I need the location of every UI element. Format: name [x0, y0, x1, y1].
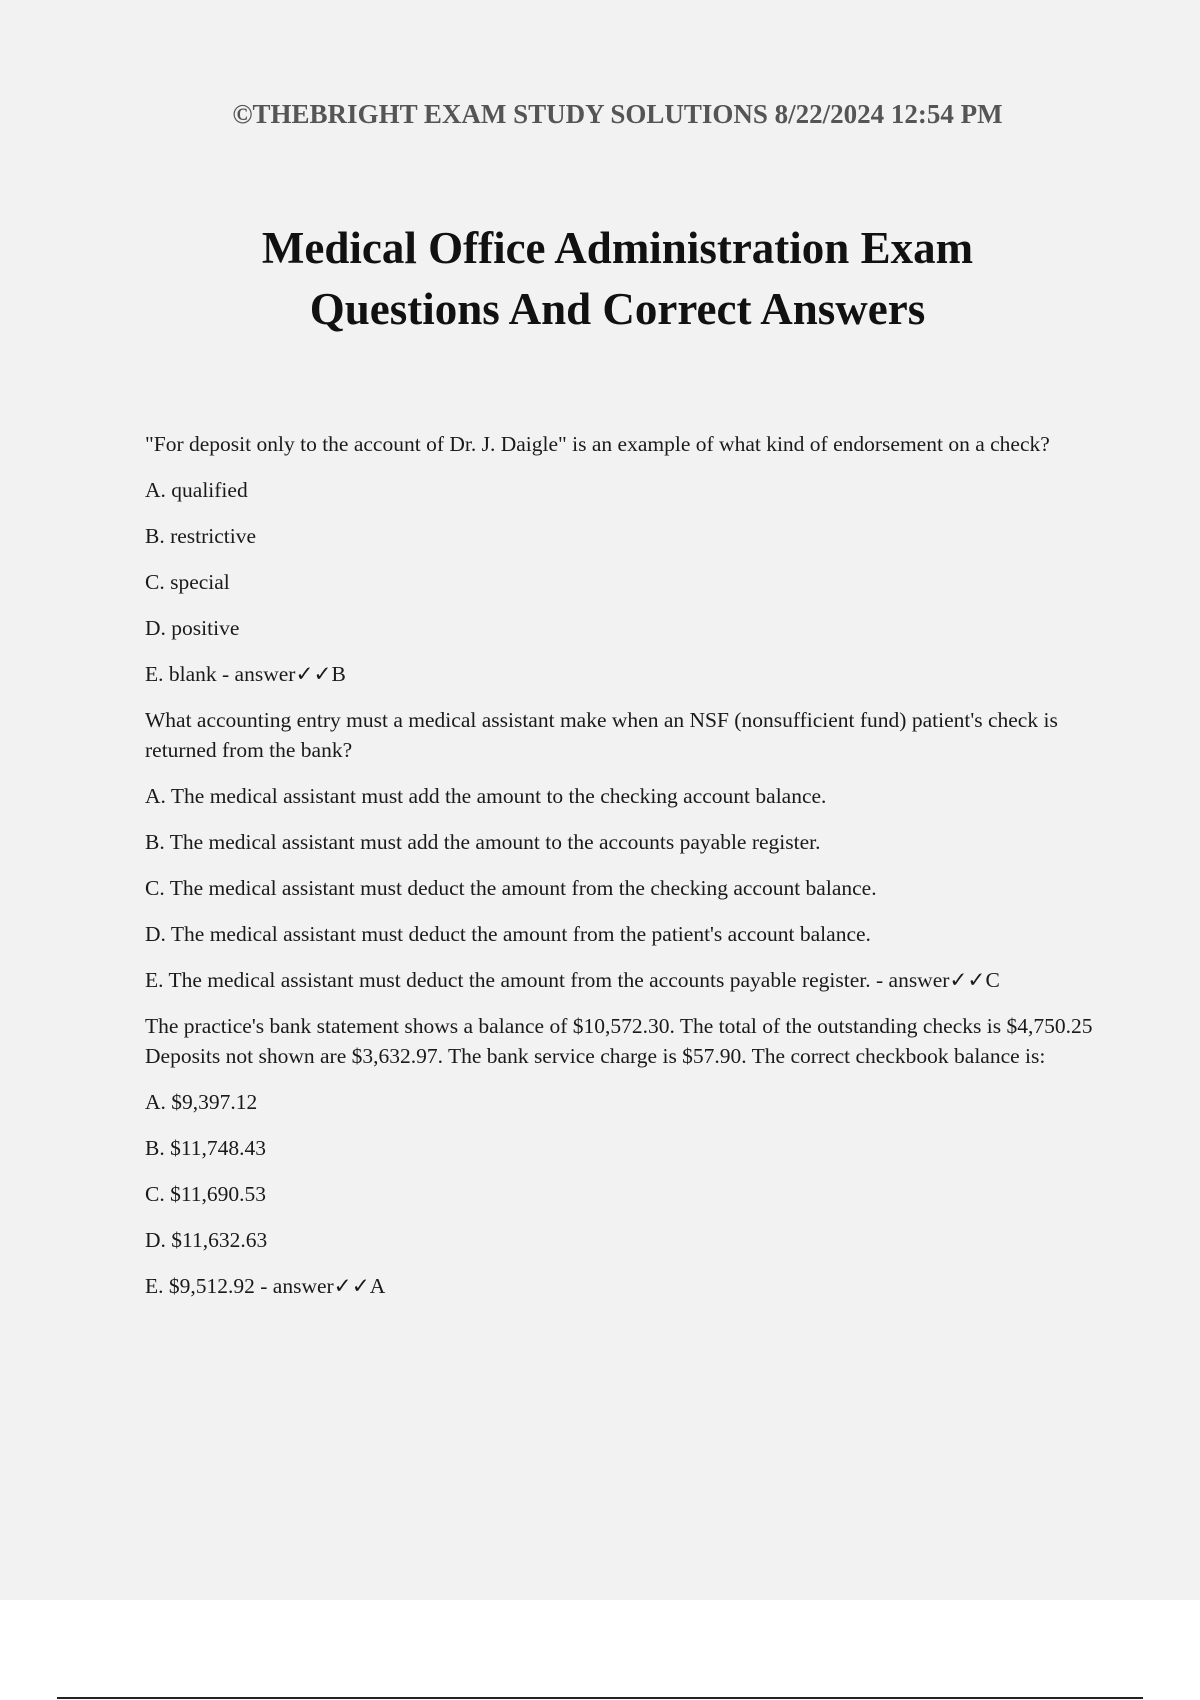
answer-option: C. $11,690.53 — [145, 1182, 267, 1206]
answer-option: A. The medical assistant must add the amount to the checking account balance. — [145, 784, 827, 808]
answer-option: C. The medical assistant must deduct the amount from the checking account balance. — [145, 876, 877, 900]
document-title — [0, 218, 1200, 340]
bottom-divider — [57, 1697, 1143, 1699]
answer-option: D. positive — [145, 616, 240, 640]
question-block-2 — [145, 705, 1095, 995]
question-text: What accounting entry must a medical assistant make when an NSF (nonsufficient fund) patient's check is returned from the bank? — [145, 708, 1058, 762]
title-line-1: Medical Office Administration Exam — [261, 223, 974, 273]
answer-option: B. $11,748.43 — [145, 1136, 267, 1160]
answer-option: C. special — [145, 570, 230, 594]
question-block-3 — [145, 1011, 1095, 1301]
answer-option: A. $9,397.12 — [145, 1090, 258, 1114]
answer-option: A. qualified — [145, 478, 248, 502]
watermark-header: ©THEBRIGHT EXAM STUDY SOLUTIONS 8/22/2024 12:54 PM — [232, 99, 1003, 129]
answer-option: E. $9,512.92 - answer✓✓A — [145, 1274, 386, 1298]
answer-option: D. $11,632.63 — [145, 1228, 268, 1252]
answer-option: B. restrictive — [145, 524, 257, 548]
answer-option: E. blank - answer✓✓B — [145, 662, 346, 686]
question-text: "For deposit only to the account of Dr. J. Daigle" is an example of what kind of endorsement on a check? — [145, 432, 1050, 456]
question-block-1 — [145, 429, 1095, 689]
title-line-2: Questions And Correct Answers — [309, 284, 926, 334]
answer-option: E. The medical assistant must deduct the amount from the accounts payable register. - answer✓✓C — [145, 968, 1000, 992]
answer-option: B. The medical assistant must add the amount to the accounts payable register. — [145, 830, 821, 854]
answer-option: D. The medical assistant must deduct the amount from the patient's account balance. — [145, 922, 871, 946]
questions-content — [145, 429, 1095, 1317]
question-text: The practice's bank statement shows a balance of $10,572.30. The total of the outstanding checks is $4,750.25 Deposits not shown are $3,632.97. The bank service charge is $57.90. The correct checkbook balance is: — [145, 1014, 1093, 1068]
